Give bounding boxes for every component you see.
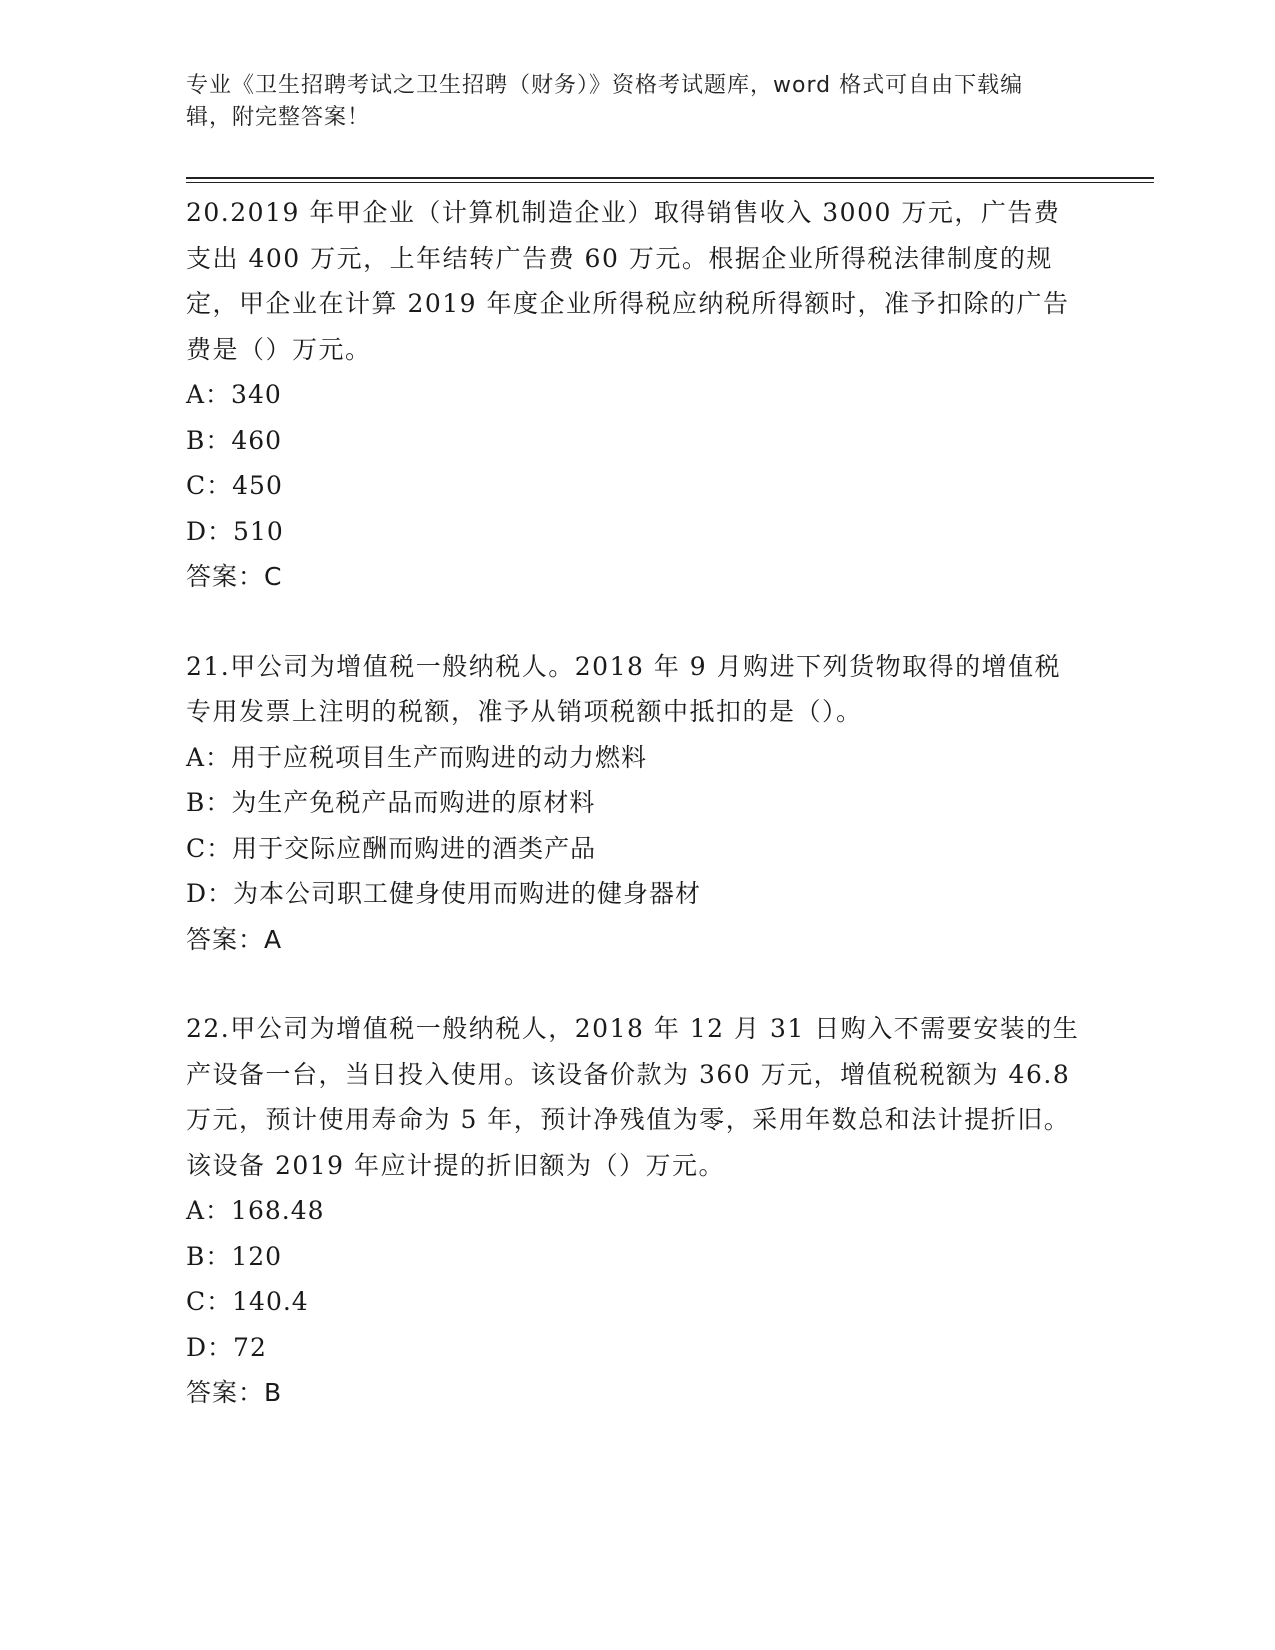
- answer-line: 答案：B: [186, 1378, 283, 1407]
- question-item: [186, 1006, 1086, 1416]
- option-b: B：120: [186, 1241, 283, 1271]
- option-a: A：340: [186, 380, 282, 409]
- question-item: [186, 190, 1086, 600]
- question-stem: 22.甲公司为增值税一般纳税人，2018 年 12 月 31 日购入不需要安装的生产设备一台，当日投入使用。该设备价款为 360 万元，增值税税额为 46.8 万元，预计使用寿命为 5 年，预计净残值为零，采用年数总和法计提折旧。该设备 2019 年应计提的折旧额为（）万元。: [186, 1014, 1080, 1180]
- header-divider-thin: [186, 182, 1154, 183]
- option-b: B：为生产免税产品而购进的原材料: [186, 788, 596, 817]
- option-c: C：用于交际应酬而购进的酒类产品: [186, 833, 597, 863]
- option-d: D：510: [186, 516, 284, 546]
- header-divider-thick: [186, 177, 1154, 179]
- option-d: D：72: [186, 1332, 267, 1362]
- document-header: 专业《卫生招聘考试之卫生招聘（财务）》资格考试题库，word 格式可自由下载编辑，附完整答案！: [186, 73, 1024, 130]
- option-a: A：用于应税项目生产而购进的动力燃料: [186, 742, 648, 772]
- option-b: B：460: [186, 425, 283, 455]
- answer-line: 答案：A: [186, 924, 283, 954]
- question-spacer: [186, 962, 1086, 1006]
- question-item: [186, 644, 1086, 963]
- option-a: A：168.48: [186, 1196, 325, 1225]
- option-d: D：为本公司职工健身使用而购进的健身器材: [186, 879, 702, 908]
- question-stem: 21.甲公司为增值税一般纳税人。2018 年 9 月购进下列货物取得的增值税专用发票上注明的税额，准予从销项税额中抵扣的是（）。: [186, 651, 1062, 726]
- answer-line: 答案：C: [186, 562, 283, 591]
- option-c: C：140.4: [186, 1287, 309, 1316]
- question-spacer: [186, 600, 1086, 644]
- question-list: [186, 190, 1086, 1416]
- option-c: C：450: [186, 471, 283, 500]
- question-stem: 20.2019 年甲企业（计算机制造企业）取得销售收入 3000 万元，广告费支出 400 万元，上年结转广告费 60 万元。根据企业所得税法律制度的规定，甲企业在计算 2019 年度企业所得税应纳税所得额时，准予扣除的广告费是（）万元。: [186, 198, 1070, 364]
